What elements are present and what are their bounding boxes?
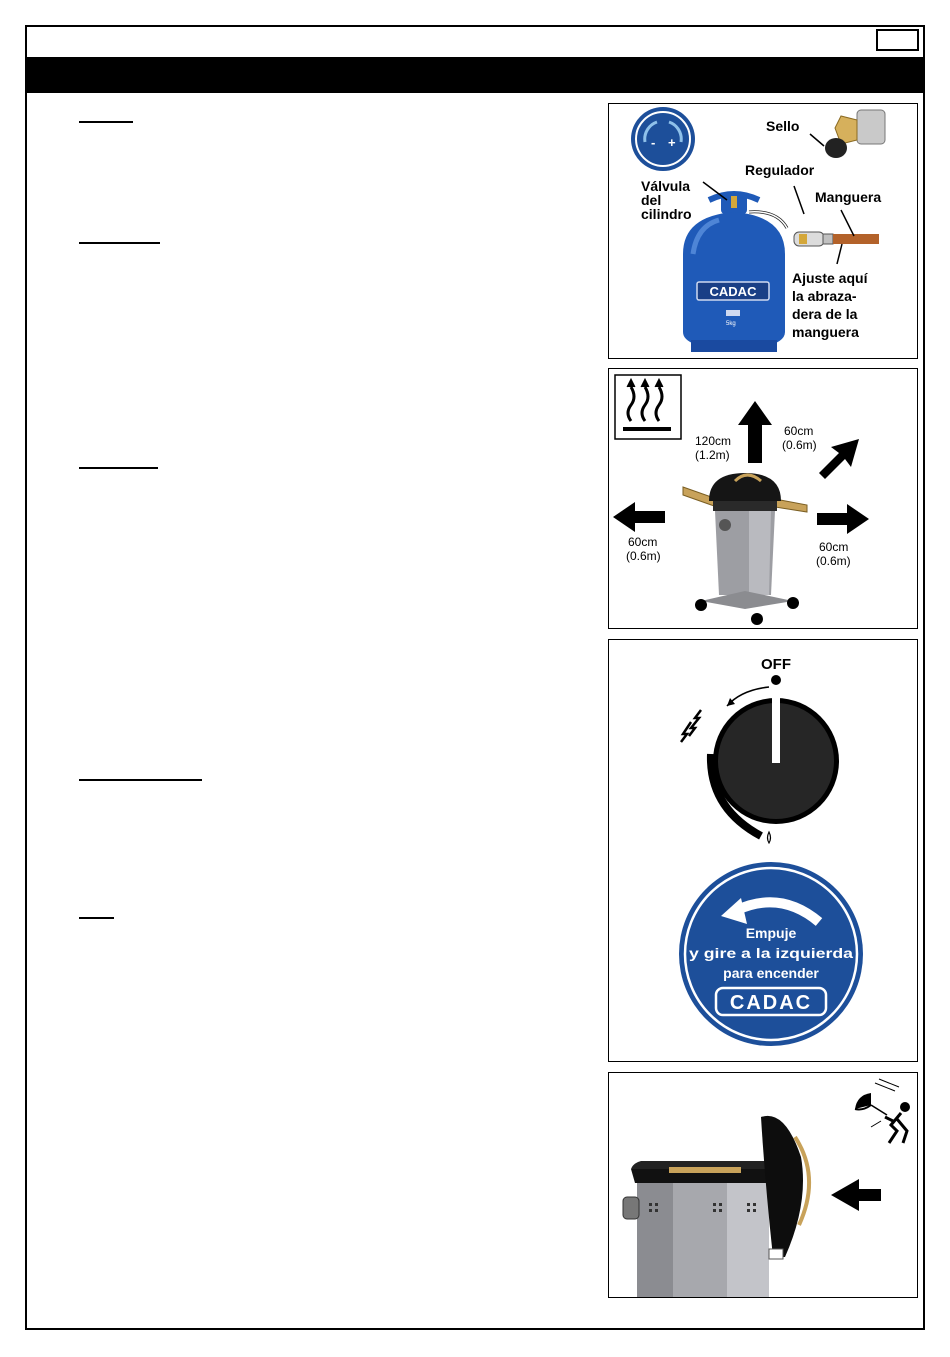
seal-label: Sello [766, 118, 800, 134]
heading-underline-5 [79, 917, 114, 919]
wind-direction-figure [608, 1072, 918, 1298]
heading-underline-2 [79, 242, 160, 244]
hose-icon [833, 234, 879, 244]
top-clearance-value: 120cm [695, 434, 732, 448]
left-clearance-value: 60cm [628, 535, 658, 549]
clamp-label-line4: manguera [792, 324, 859, 340]
grill-on-stand-icon [683, 473, 807, 625]
off-indicator-dot [771, 675, 781, 685]
valve-minus-sign: - [651, 135, 656, 150]
grill-open-lid-icon [623, 1116, 809, 1298]
control-knob-icon [713, 698, 839, 824]
wind-umbrella-person-icon [855, 1079, 910, 1143]
arrow-right-icon [817, 504, 869, 534]
wind-arrow-icon [831, 1179, 881, 1211]
heading-underline-3 [79, 467, 158, 469]
badge-line-2: y gire a la izquierda [689, 945, 854, 961]
badge-line-1: Empuje [745, 925, 797, 941]
high-flame-icon [681, 710, 701, 742]
clamp-label-line2: la abraza- [792, 288, 857, 304]
valve-label-line3: cilindro [641, 206, 692, 222]
badge-line-3: para encender [723, 965, 819, 981]
clamp-label-line1: Ajuste aquí [792, 270, 868, 286]
diagonal-clearance-value: 60cm [784, 424, 814, 438]
clearance-figure [608, 368, 918, 629]
left-clearance-meters: (0.6m) [626, 549, 661, 563]
cylinder-size: 5kg [726, 321, 736, 327]
seal-icon [810, 110, 885, 158]
badge-brand: CADAC [729, 992, 813, 1014]
regulator-icon [794, 232, 833, 246]
heading-underline-4 [79, 779, 202, 781]
valve-label-line1: Válvula [641, 178, 691, 194]
cylinder-brand: CADAC [709, 284, 757, 299]
valve-plus-sign: + [668, 135, 676, 150]
cylinder-connection-figure [608, 103, 918, 359]
arrow-up-icon [738, 401, 772, 463]
ignition-instruction-badge [679, 862, 863, 1046]
valve-label-line2: del [641, 192, 662, 208]
valve-direction-icon [631, 107, 695, 171]
hose-label: Manguera [815, 189, 882, 205]
arrow-diagonal-icon [819, 439, 859, 479]
clamp-label-line3: dera de la [792, 306, 858, 322]
diagonal-clearance-meters: (0.6m) [782, 438, 817, 452]
section-header-bar [25, 57, 925, 93]
regulator-label: Regulador [745, 162, 815, 178]
gas-cylinder-icon [683, 194, 785, 352]
top-clearance-meters: (1.2m) [695, 448, 730, 462]
heat-warning-icon [615, 375, 681, 439]
low-flame-icon [768, 832, 771, 843]
page-number-box [876, 29, 919, 51]
arrow-left-icon [613, 502, 665, 532]
right-clearance-meters: (0.6m) [816, 554, 851, 568]
right-clearance-value: 60cm [819, 540, 849, 554]
ignition-knob-figure [608, 639, 918, 1062]
off-label: OFF [761, 656, 791, 673]
heading-underline-1 [79, 121, 133, 123]
